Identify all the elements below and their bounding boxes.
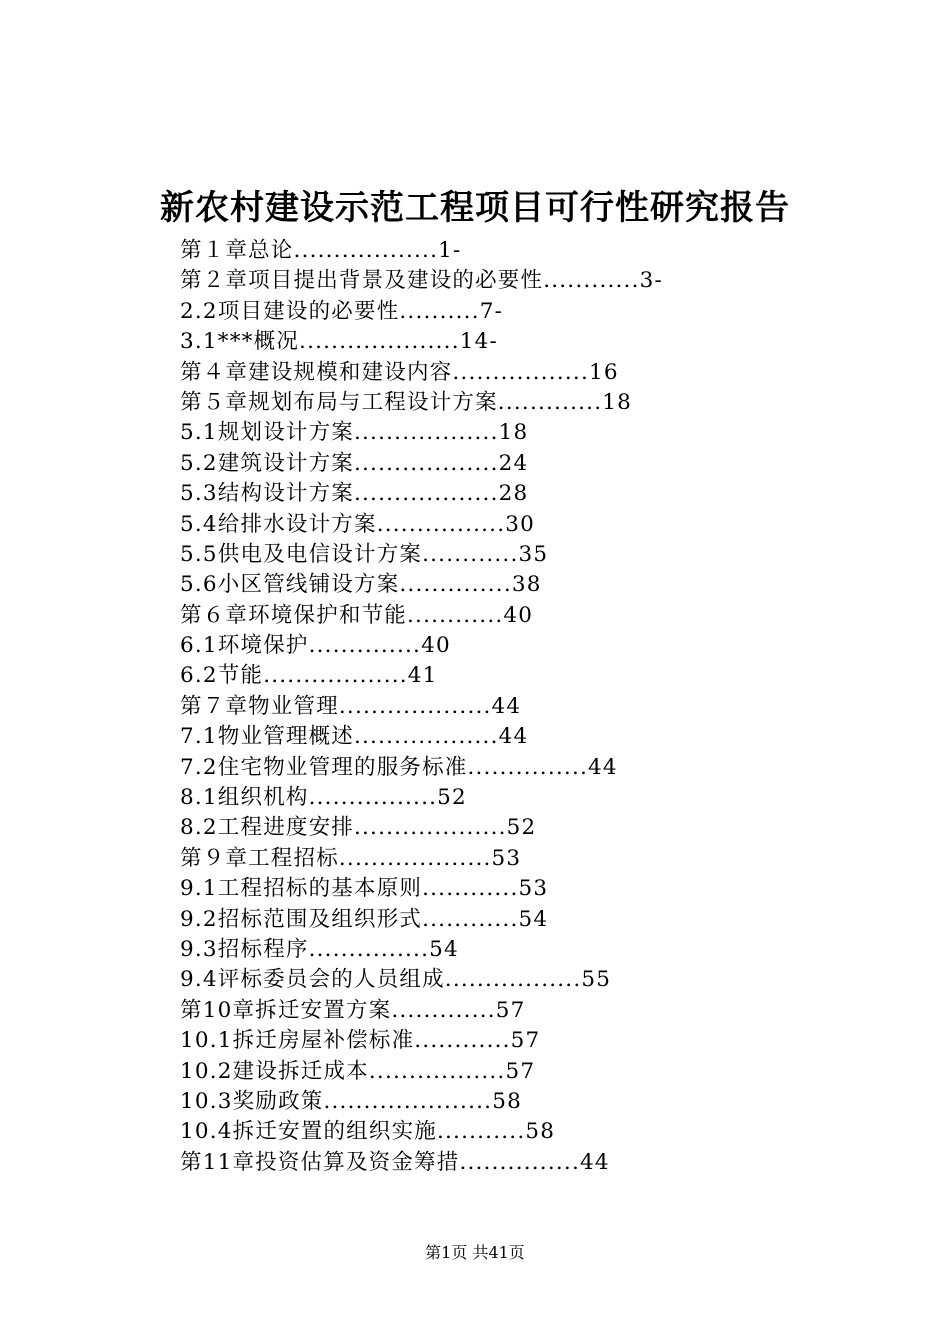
toc-entry[interactable]: 第２章项目提出背景及建设的必要性............3- xyxy=(180,268,663,294)
toc-entry[interactable]: 5.6小区管线铺设方案..............38 xyxy=(180,572,542,598)
toc-entry[interactable]: 10.3奖励政策.....................58 xyxy=(180,1088,522,1114)
toc-entry[interactable]: 5.3结构设计方案..................28 xyxy=(180,481,529,507)
toc-entry[interactable]: 10.2建设拆迁成本.................57 xyxy=(180,1058,536,1084)
table-of-contents xyxy=(180,236,920,1178)
toc-entry[interactable]: 5.4给排水设计方案................30 xyxy=(180,511,535,537)
toc-entry[interactable]: 第７章物业管理...................44 xyxy=(180,693,522,719)
toc-entry[interactable]: 2.2项目建设的必要性..........7- xyxy=(180,298,504,324)
toc-entry[interactable]: 6.1环境保护..............40 xyxy=(180,633,451,659)
toc-entry[interactable]: 8.2工程进度安排...................52 xyxy=(180,815,537,841)
toc-entry[interactable]: 10.1拆迁房屋补偿标准............57 xyxy=(180,1028,541,1054)
toc-entry[interactable]: 5.1规划设计方案..................18 xyxy=(180,420,529,446)
toc-entry[interactable]: 9.3招标程序...............54 xyxy=(180,936,459,962)
toc-entry[interactable]: 7.1物业管理概述..................44 xyxy=(180,724,529,750)
document-title: 新农村建设示范工程项目可行性研究报告 xyxy=(160,188,790,228)
toc-entry[interactable]: 5.5供电及电信设计方案............35 xyxy=(180,541,549,567)
toc-entry[interactable]: 第10章拆迁安置方案.............57 xyxy=(180,997,526,1023)
toc-entry[interactable]: 第６章环境保护和节能............40 xyxy=(180,602,534,628)
toc-entry[interactable]: 第５章规划布局与工程设计方案.............18 xyxy=(180,389,633,415)
toc-entry[interactable]: 10.4拆迁安置的组织实施...........58 xyxy=(180,1119,556,1145)
page-footer: 第1页 共41页 xyxy=(425,1243,525,1262)
toc-entry[interactable]: 第１章总论..................1- xyxy=(180,238,462,263)
toc-entry[interactable]: 第９章工程招标...................53 xyxy=(180,845,522,871)
toc-entry[interactable]: 9.2招标范围及组织形式............54 xyxy=(180,906,549,932)
toc-entry[interactable]: 6.2节能..................41 xyxy=(180,663,438,689)
toc-entry[interactable]: 9.1工程招标的基本原则............53 xyxy=(180,876,549,902)
toc-entry[interactable]: 第４章建设规模和建设内容.................16 xyxy=(180,359,619,385)
toc-entry[interactable]: 7.2住宅物业管理的服务标准...............44 xyxy=(180,754,618,780)
toc-entry[interactable]: 9.4评标委员会的人员组成.................55 xyxy=(180,967,612,993)
toc-entry[interactable]: 3.1***概况....................14- xyxy=(180,329,498,355)
toc-entry[interactable]: 8.1组织机构................52 xyxy=(180,785,467,811)
toc-entry[interactable]: 5.2建筑设计方案..................24 xyxy=(180,450,529,476)
toc-entry[interactable]: 第11章投资估算及资金筹措...............44 xyxy=(180,1149,610,1175)
